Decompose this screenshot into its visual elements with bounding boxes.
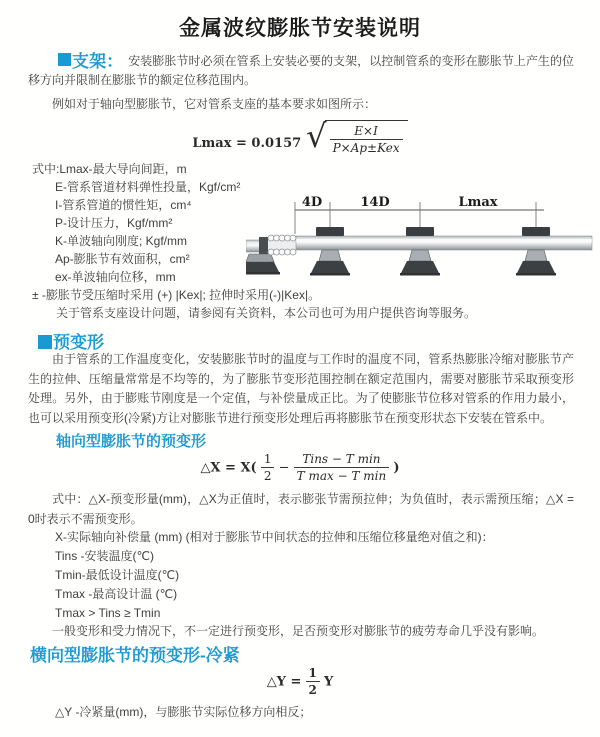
predeform-heading-text: 预变形 [53, 333, 104, 352]
axial-formula [0, 452, 600, 484]
axial-definition-list [55, 528, 494, 623]
axial-definition-item: Tins -安装温度(℃) [55, 549, 155, 563]
support-heading: 支架： [72, 52, 124, 71]
axial-definition-item: X-实际轴向补偿量 (mm) (相对于膨胀节中间状态的拉伸和压缩位移量绝对值之和)： [55, 530, 494, 544]
guide-support [310, 227, 350, 276]
axial-closing-note: 一般变形和受力情况下，不一定进行预变形，足否预变形对膨胀节的疲劳寿命几乎没有影响。 [52, 624, 545, 638]
definition-item: Ap-膨胀节有效面积，cm² [55, 252, 190, 266]
lmax-formula-denominator: P×Ap±Kex [332, 141, 400, 156]
section-bullet-icon [58, 53, 71, 66]
support-example-line: 例如对于轴向型膨胀节，它对管系支座的基本要求如图所示： [52, 97, 377, 111]
minus-sign: − [278, 460, 290, 476]
lateral-note: △Y -冷紧量(mm)，与膨胀节实际位移方向相反； [55, 705, 312, 719]
lateral-subsection-heading: 横向型膨胀节的预变形-冷紧 [30, 646, 240, 665]
sign-convention-note: ± -膨胀节受压缩时采用 (+) |Kex|; 拉伸时采用(-)|Kex|。 [32, 288, 321, 302]
axial-definition-item: Tmax -最高设计温 (℃) [55, 587, 178, 601]
axial-formula-close: ) [393, 460, 400, 476]
page-title: 金属波纹膨胀节安装说明 [179, 17, 421, 40]
definition-item: K-单波轴向刚度; Kgf/mm [55, 234, 188, 248]
axial-formula-lhs: △X = X( [200, 460, 257, 476]
temperature-fraction: Tins − T min T max − T min [294, 452, 390, 484]
axial-definition-item: Tmax > Tins ≥ Tmin [55, 606, 161, 620]
support-intro-text: 安装膨胀节时必须在管系上安装必要的支架，以控制管系的变形在膨胀节上产生的位移方向并限制在膨胀节的额定位移范围内。 [28, 54, 574, 87]
definitions-lead: 式中:Lmax-最大导向间距，m [32, 162, 187, 176]
lmax-formula [0, 117, 600, 156]
axial-subsection-heading: 轴向型膨胀节的预变形 [56, 433, 207, 450]
support-section [28, 52, 574, 114]
lateral-formula-lhs: △Y = [266, 674, 302, 690]
bellows-icon [268, 235, 296, 255]
definition-item: E-管系管道材料弹性投量，Kgf/cm² [55, 180, 241, 194]
guide-support [400, 227, 440, 276]
lmax-formula-lhs: Lmax = 0.0157 [192, 136, 302, 151]
one-half-fraction: $\frac{1}{2}$ [261, 452, 275, 484]
section-bullet-icon [38, 335, 52, 349]
pipe [296, 236, 592, 250]
support-intro-paragraph [28, 52, 574, 90]
dim-label-4d: 4D [301, 195, 323, 210]
one-half-fraction: $\frac{1}{2}$ [306, 666, 320, 698]
lateral-formula [0, 666, 600, 698]
lateral-formula-rhs: Y [324, 674, 334, 690]
consulting-note: 关于管系支座设计问题，请参阅有关资料，本公司也可为用户提供咨询等服务。 [56, 306, 477, 320]
guide-support [516, 227, 556, 276]
definition-item: I-管系管道的惯性矩，cm⁴ [55, 198, 192, 212]
axial-notes-paragraph: 式中：△X-预变形量(mm)，△X为正值时，表示膨张节需预拉伸；为负值时，表示需预压缩；△X = 0时表示不需预变形。 [28, 492, 574, 526]
definition-item: P-设计压力，Kgf/mm² [55, 216, 173, 230]
dim-label-lmax: Lmax [458, 195, 498, 210]
radical-expression [306, 117, 407, 156]
axial-definition-item: Tmin-最低设计温度(℃) [55, 568, 180, 582]
pipe-support-diagram [246, 194, 598, 296]
predeform-paragraph: 由于管系的工作温度变化，安装膨胀节时的温度与工作时的温度不同，管系热膨胀冷缩对膨胀节产生的拉伸、压缩量常常是不均等的，为了膨胀节变形范围控制在额定范围内，需要对膨胀节采取预变形处理。另外，由于膨账节刚度是一个定值，与补偿量成正比。为了使膨胀节位移对管系的作用力最小，也可以采用预变形(冷紧)方让对膨胀节进行预变形处理后再将膨胀节在预变形状态下安装在管系中。 [28, 352, 574, 425]
radical-sign-icon: √ [306, 117, 327, 155]
dim-label-14d: 14D [360, 195, 390, 210]
definition-item: ex-单波轴向位移，mm [55, 270, 176, 284]
lmax-formula-numerator: E×I [330, 124, 403, 140]
